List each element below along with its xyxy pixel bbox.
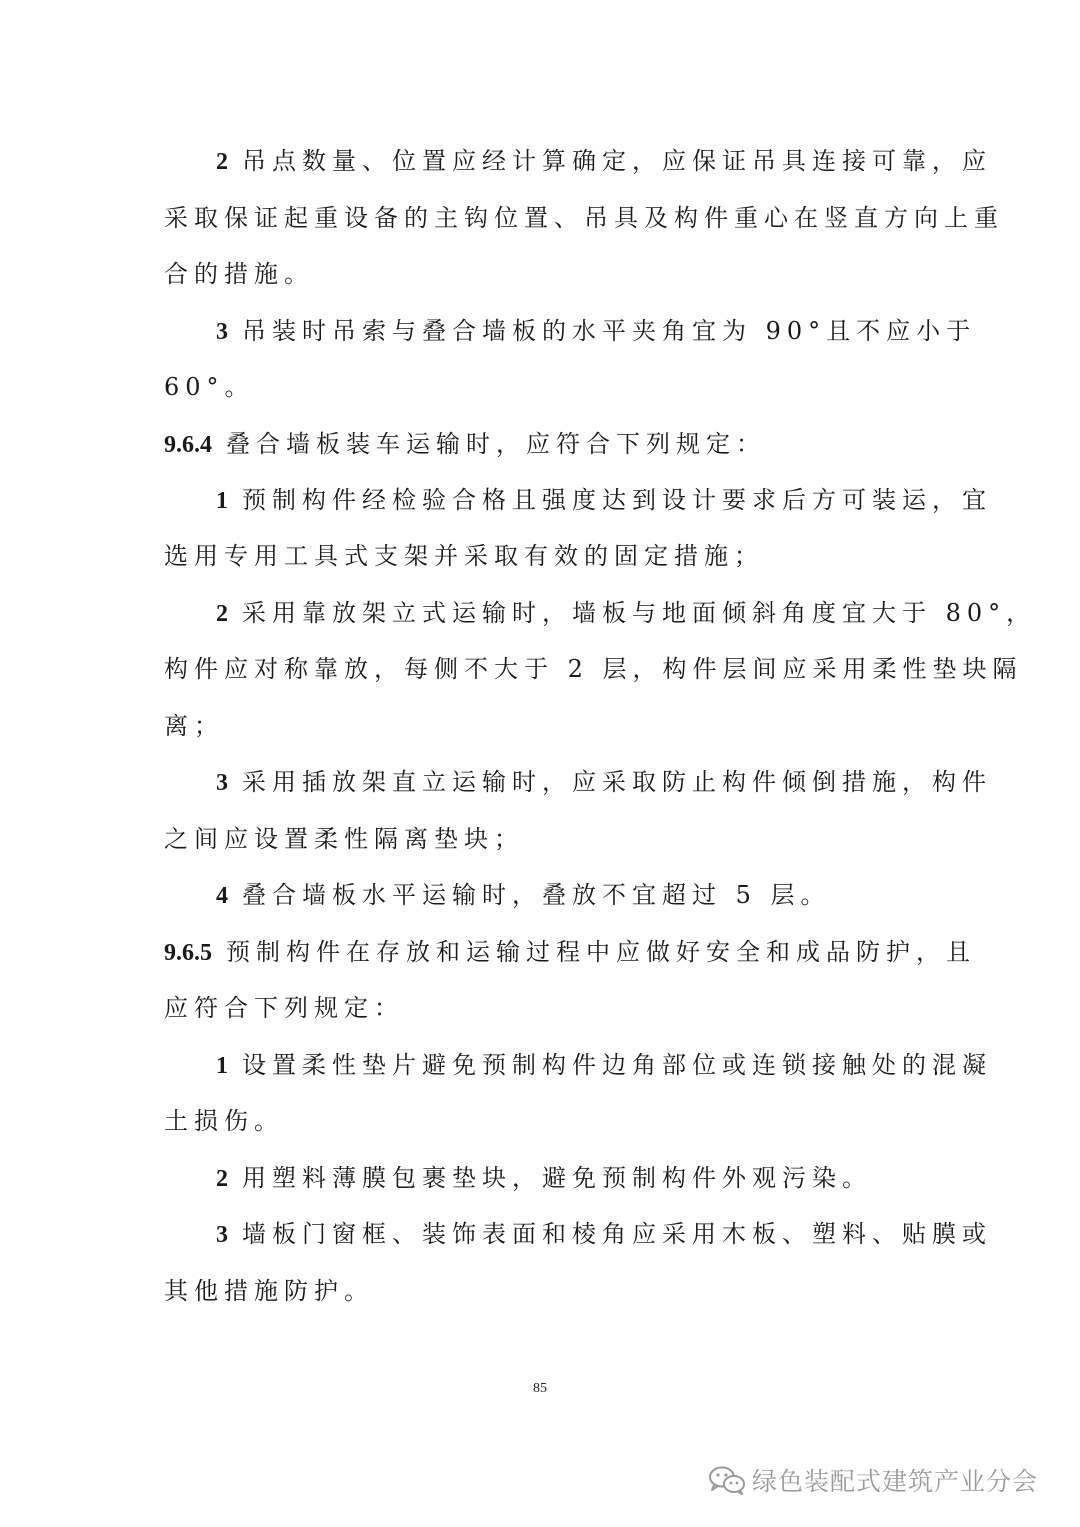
section-number: 9.6.5 [164,940,212,966]
section-heading [164,429,766,460]
clause-line [216,146,992,177]
item-number: 1 [216,1053,228,1079]
clause-line [164,711,224,741]
clause-line [164,541,764,571]
clause-text: 60°。 [164,373,255,401]
clause-text: 用塑料薄膜包裹垫块，避免预制构件外观污染。 [242,1164,872,1192]
clause-line [216,767,992,798]
clause-text: 土损伤。 [164,1107,284,1135]
section-heading [164,937,976,968]
section-number: 9.6.4 [164,432,212,458]
clause-line [216,1219,992,1250]
clause-text: 吊装时吊索与叠合墙板的水平夹角宜为 90°且不应小于 [242,317,977,345]
clause-line [216,485,992,516]
clause-text: 叠合墙板水平运输时，叠放不宜超过 5 层。 [242,881,831,909]
clause-text: 墙板门窗框、装饰表面和棱角应采用木板、塑料、贴膜或 [242,1220,992,1248]
item-number: 3 [216,1222,228,1248]
clause-line [164,824,524,854]
wechat-icon [708,1465,746,1495]
watermark-text: 绿色装配式建筑产业分会 [752,1467,1039,1496]
clause-text: 预制构件经检验合格且强度达到设计要求后方可装运，宜 [242,486,992,514]
clause-text: 之间应设置柔性隔离垫块； [164,825,524,853]
clause-line [164,203,1004,233]
clause-text: 预制构件在存放和运输过程中应做好安全和成品防护，且 [226,938,976,966]
clause-line [164,1106,284,1136]
clause-line [216,1050,992,1081]
clause-text: 设置柔性垫片避免预制构件边角部位或连锁接触处的混凝 [242,1051,992,1079]
item-number: 4 [216,883,228,909]
clause-text: 离； [164,712,224,740]
item-number: 3 [216,770,228,796]
clause-text: 叠合墙板装车运输时，应符合下列规定： [226,430,766,458]
page-number: 85 [533,1381,547,1396]
clause-line [216,1163,872,1194]
item-number: 3 [216,319,228,345]
clause-line [164,993,404,1023]
item-number: 2 [216,1166,228,1192]
watermark [708,1462,1038,1498]
clause-line [216,316,976,347]
clause-line [216,880,831,911]
clause-text: 应符合下列规定： [164,994,404,1022]
clause-text: 采取保证起重设备的主钩位置、吊具及构件重心在竖直方向上重 [164,204,1004,232]
clause-line [164,1276,374,1306]
clause-text: 构件应对称靠放，每侧不大于 2 层，构件层间应采用柔性垫块隔 [164,655,1023,683]
item-number: 2 [216,149,228,175]
item-number: 1 [216,488,228,514]
clause-text: 吊点数量、位置应经计算确定，应保证吊具连接可靠，应 [242,147,992,175]
clause-line [164,654,1023,684]
clause-line [216,598,1036,629]
clause-text: 合的措施。 [164,260,314,288]
clause-text: 采用靠放架立式运输时，墙板与地面倾斜角度宜大于 80°， [242,599,1037,627]
clause-line [164,259,314,289]
item-number: 2 [216,601,228,627]
clause-text: 选用专用工具式支架并采取有效的固定措施； [164,542,764,570]
clause-text: 采用插放架直立运输时，应采取防止构件倾倒措施，构件 [242,768,992,796]
clause-text: 其他措施防护。 [164,1277,374,1305]
clause-line [164,372,255,402]
